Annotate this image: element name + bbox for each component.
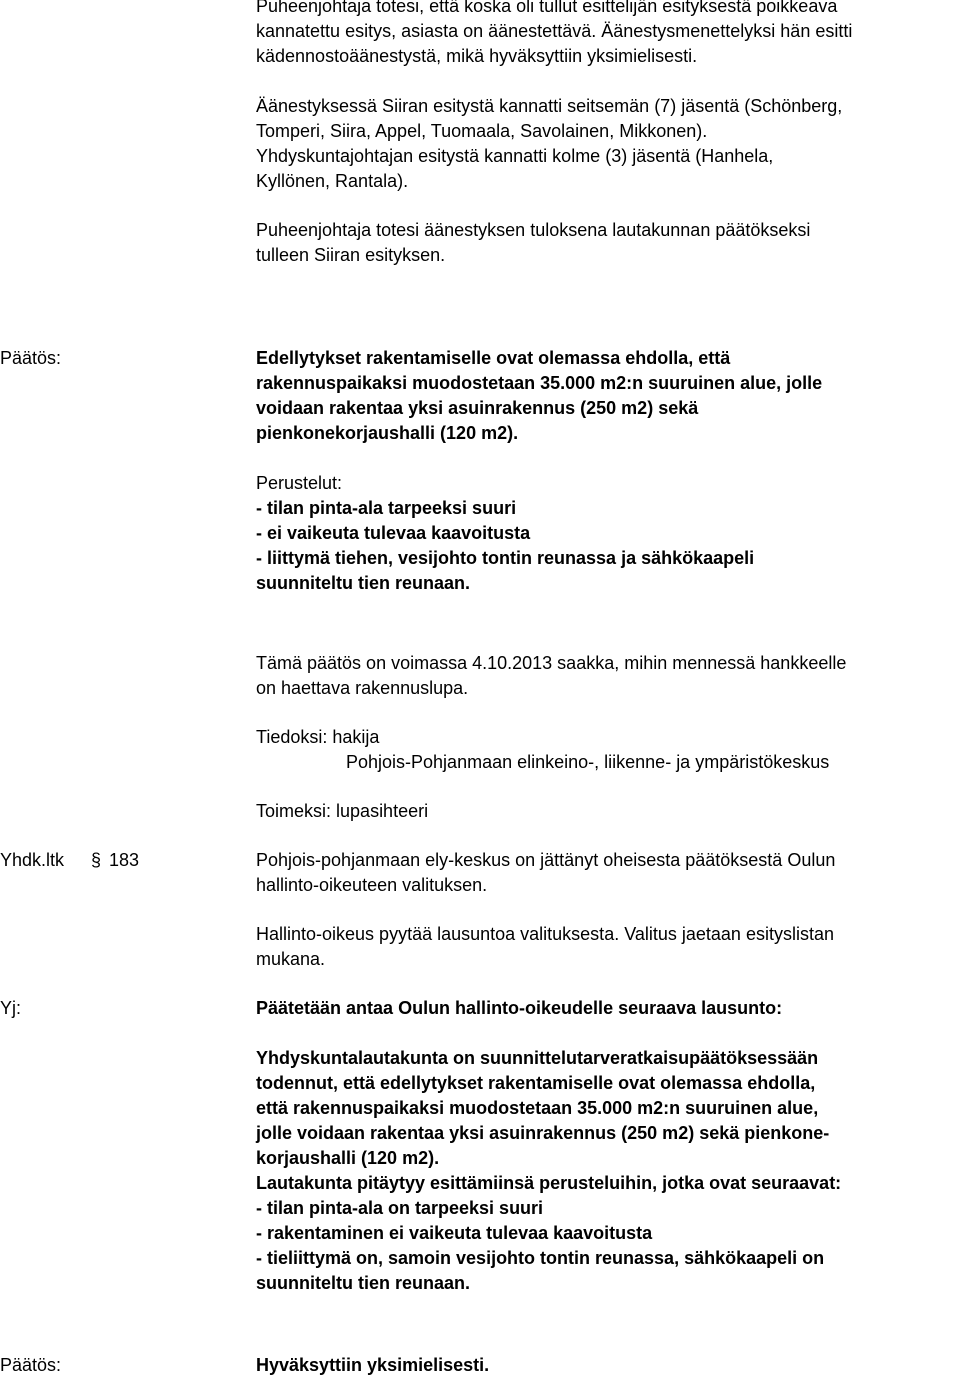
final-decision-text: Hyväksyttiin yksimielisesti. xyxy=(256,1355,490,1375)
text-line: pienkonekorjaushalli (120 m2). xyxy=(256,423,519,443)
text-line: Puheenjohtaja totesi äänestyksen tuloksena lautakunnan päätökseksi xyxy=(256,220,811,240)
reason-item: - tilan pinta-ala tarpeeksi suuri xyxy=(256,498,517,518)
notice-line xyxy=(256,725,946,750)
statement-text xyxy=(256,1046,946,1296)
text-line: Edellytykset rakentamiselle ovat olemassa ehdolla, että xyxy=(256,348,731,368)
reasons-label: Perustelut: xyxy=(256,473,343,493)
notice-recipient: Pohjois-Pohjanmaan elinkeino-, liikenne- ja ympäristökeskus xyxy=(346,752,830,772)
decision-text xyxy=(256,346,946,446)
section-number: 183 xyxy=(109,850,140,870)
text-line: Pohjois-pohjanmaan ely-keskus on jättänyt oheisesta päätöksestä Oulun xyxy=(256,850,836,870)
tasks-section xyxy=(256,799,946,824)
text-line: - rakentaminen ei vaikeuta tulevaa kaavoitusta xyxy=(256,1223,653,1243)
proposal-label: Yj: xyxy=(0,998,22,1018)
text-line: että rakennuspaikaksi muodostetaan 35.000 m2:n suuruinen alue, xyxy=(256,1098,819,1118)
text-line: Kyllönen, Rantala). xyxy=(256,171,409,191)
text-line: suunniteltu tien reunaan. xyxy=(256,1273,471,1293)
proposal-heading: Päätetään antaa Oulun hallinto-oikeudelle seuraava lausunto: xyxy=(256,998,783,1018)
section-text xyxy=(256,848,946,898)
text-line: Puheenjohtaja totesi, että koska oli tullut esittelijän esityksestä poikkeava xyxy=(256,0,838,16)
text-line: on haettava rakennuslupa. xyxy=(256,678,469,698)
text-line: todennut, että edellytykset rakentamiselle ovat olemassa ehdolla, xyxy=(256,1073,816,1093)
text-line: Tomperi, Siira, Appel, Tuomaala, Savolainen, Mikkonen). xyxy=(256,121,708,141)
section-ref-label: Yhdk.ltk xyxy=(0,850,65,870)
reason-item: - ei vaikeuta tulevaa kaavoitusta xyxy=(256,523,531,543)
text-line: mukana. xyxy=(256,949,326,969)
text-line: Tämä päätös on voimassa 4.10.2013 saakka, mihin mennessä hankkeelle xyxy=(256,653,847,673)
section-text-2 xyxy=(256,922,946,972)
text-line: voidaan rakentaa yksi asuinrakennus (250 m2) sekä xyxy=(256,398,699,418)
reasons-section xyxy=(256,471,946,596)
decision-label: Päätös: xyxy=(0,348,62,368)
reason-item: - liittymä tiehen, vesijohto tontin reunassa ja sähkökaapeli xyxy=(256,548,755,568)
text-line: jolle voidaan rakentaa yksi asuinrakennus (250 m2) sekä pienkone- xyxy=(256,1123,830,1143)
text-line: Hallinto-oikeus pyytää lausuntoa valituksesta. Valitus jaetaan esityslistan xyxy=(256,924,834,944)
text-line: kannatettu esitys, asiasta on äänestettävä. Äänestysmenettelyksi hän esitti xyxy=(256,21,853,41)
text-line: tulleen Siiran esityksen. xyxy=(256,245,446,265)
text-line: Äänestyksessä Siiran esitystä kannatti seitsemän (7) jäsentä (Schönberg, xyxy=(256,96,843,116)
intro-paragraph-3 xyxy=(256,218,946,268)
text-line: Lautakunta pitäytyy esittämiinsä perusteluihin, jotka ovat seuraavat: xyxy=(256,1173,842,1193)
tasks-label: Toimeksi: xyxy=(256,801,332,821)
intro-paragraph-2 xyxy=(256,94,946,194)
text-line: Yhdyskuntalautakunta on suunnittelutarveratkaisupäätöksessään xyxy=(256,1048,819,1068)
reason-item: suunniteltu tien reunaan. xyxy=(256,573,471,593)
tasks-recipient: lupasihteeri xyxy=(336,801,429,821)
section-symbol: § xyxy=(91,850,102,870)
text-line: kädennostoäänestystä, mikä hyväksyttiin yksimielisesti. xyxy=(256,46,698,66)
final-decision-label: Päätös: xyxy=(0,1355,62,1375)
text-line: hallinto-oikeuteen valituksen. xyxy=(256,875,488,895)
validity-note xyxy=(256,651,946,701)
intro-paragraph-1 xyxy=(256,0,946,69)
notice-section xyxy=(256,725,946,775)
notice-recipient: hakija xyxy=(332,727,380,747)
text-line: - tilan pinta-ala on tarpeeksi suuri xyxy=(256,1198,544,1218)
text-line: korjaushalli (120 m2). xyxy=(256,1148,440,1168)
text-line: rakennuspaikaksi muodostetaan 35.000 m2:n suuruinen alue, jolle xyxy=(256,373,823,393)
text-line: Yhdyskuntajohtajan esitystä kannatti kolme (3) jäsentä (Hanhela, xyxy=(256,146,774,166)
text-line: - tieliittymä on, samoin vesijohto tontin reunassa, sähkökaapeli on xyxy=(256,1248,825,1268)
notice-label: Tiedoksi: xyxy=(256,727,328,747)
